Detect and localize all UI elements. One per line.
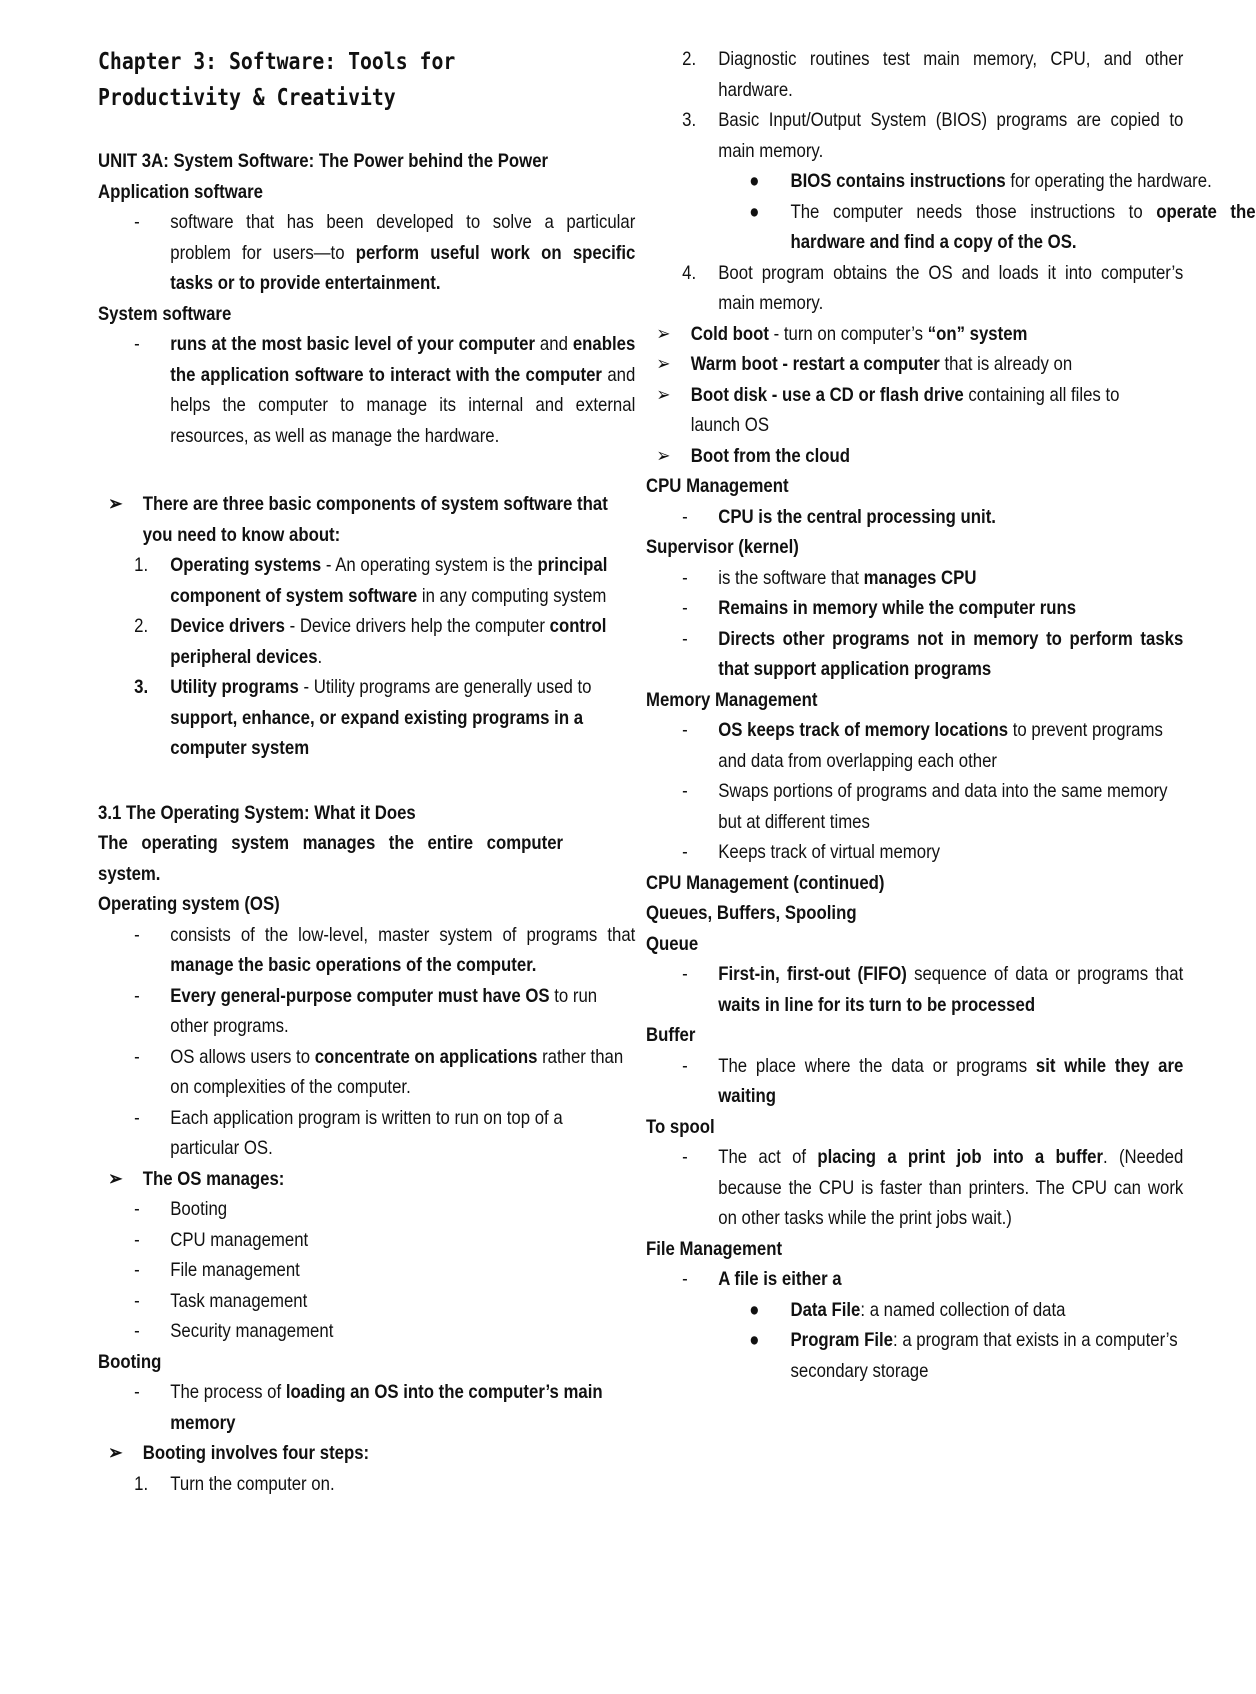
cpu-management-heading: CPU Management bbox=[646, 475, 789, 497]
boot-type-item: ➢ Warm boot - restart a computer that is already on bbox=[656, 353, 1073, 375]
file-def: - A file is either a bbox=[682, 1268, 842, 1290]
manages-item: - Booting bbox=[134, 1198, 228, 1220]
os-heading: Operating system (OS) bbox=[98, 893, 280, 915]
os-def: - Each application program is written to run on top of a particular OS. bbox=[134, 1106, 563, 1159]
unit-heading: UNIT 3A: System Software: The Power behind the Power bbox=[98, 150, 549, 172]
memory-def: - OS keeps track of memory locations to prevent programs and data from overlapping each other bbox=[682, 719, 1163, 772]
left-column bbox=[98, 44, 636, 1499]
components-intro: ➢ There are three basic components of system software that you need to know about: bbox=[98, 489, 608, 550]
os-def: - Every general-purpose computer must have OS to run other programs. bbox=[134, 984, 598, 1037]
manages-item: - File management bbox=[134, 1259, 300, 1281]
file-bullet: ● Data File: a named collection of data bbox=[646, 1295, 1256, 1326]
cpu-management-continued-heading: CPU Management (continued) bbox=[646, 871, 885, 894]
manages-item: - CPU management bbox=[134, 1228, 309, 1251]
booting-step: 4. Boot program obtains the OS and loads it into computer’s main memory. bbox=[682, 261, 1184, 314]
booting-steps-heading: ➢ Booting involves four steps: bbox=[108, 1442, 370, 1464]
booting-def: - The process of loading an OS into the computer’s main memory bbox=[134, 1381, 603, 1434]
file-bullet: ● Program File: a program that exists in a computer’s secondary storage bbox=[646, 1325, 1256, 1386]
application-software-heading: Application software bbox=[98, 180, 263, 203]
supervisor-def: - is the software that manages CPU bbox=[682, 566, 977, 589]
application-software-def: - software that has been developed to solve a particular problem for users—to perform useful work on specific tasks or to provide entertainment. bbox=[98, 207, 635, 299]
boot-type-item: ➢ Boot disk - use a CD or flash drive containing all files to launch OS bbox=[656, 383, 1120, 436]
buffer-def: - The place where the data or programs sit while they are waiting bbox=[682, 1054, 1184, 1107]
os-manages-heading: ➢ The OS manages: bbox=[108, 1167, 285, 1190]
os-def: - OS allows users to concentrate on applications rather than on complexities of the computer. bbox=[134, 1045, 624, 1098]
queue-def: - First-in, first-out (FIFO) sequence of data or programs that waits in line for its turn to be processed bbox=[682, 963, 1184, 1016]
booting-step: 1. Turn the computer on. bbox=[134, 1472, 335, 1495]
booting-step: 2. Diagnostic routines test main memory, CPU, and other hardware. bbox=[682, 48, 1184, 101]
bullet-marker: ● bbox=[749, 1329, 760, 1351]
memory-def: - Keeps track of virtual memory bbox=[682, 841, 941, 863]
arrow-marker: ➢ bbox=[108, 493, 123, 515]
booting-step: 3. Basic Input/Output System (BIOS) programs are copied to main memory. bbox=[682, 109, 1184, 162]
queue-heading: Queue bbox=[646, 932, 699, 955]
cpu-def: - CPU is the central processing unit. bbox=[682, 505, 996, 528]
dash-marker: - bbox=[134, 211, 140, 233]
system-software-heading: System software bbox=[98, 302, 232, 325]
os-def: - consists of the low-level, master system of programs that manage the basic operations of the computer. bbox=[134, 923, 636, 976]
chapter-title: Chapter 3: Software: Tools for Productivity & Creativity bbox=[98, 49, 456, 111]
component-item: 3. Utility programs - Utility programs are generally used to support, enhance, or expand existing programs in a computer system bbox=[134, 676, 592, 759]
system-software-def: - runs at the most basic level of your computer and enables the application software to interact with the computer and helps the computer to manage its internal and external resources, as well as manage the hardware. bbox=[98, 329, 635, 451]
supervisor-def: - Remains in memory while the computer runs bbox=[682, 597, 1077, 619]
boot-type-item: ➢ Cold boot - turn on computer’s “on” system bbox=[656, 322, 1028, 345]
manages-item: - Task management bbox=[134, 1289, 308, 1312]
bullet-marker: ● bbox=[749, 170, 760, 192]
bullet-marker: ● bbox=[749, 1298, 760, 1321]
supervisor-heading: Supervisor (kernel) bbox=[646, 536, 799, 558]
manages-item: - Security management bbox=[134, 1320, 334, 1342]
supervisor-def: - Directs other programs not in memory to perform tasks that support application programs bbox=[682, 627, 1184, 680]
memory-management-heading: Memory Management bbox=[646, 688, 818, 711]
os-section-heading: 3.1 The Operating System: What it Does bbox=[98, 801, 416, 824]
right-column bbox=[646, 44, 1256, 1386]
bios-bullet: ● BIOS contains instructions for operating the hardware. bbox=[646, 166, 1256, 197]
dash-marker: - bbox=[134, 333, 140, 355]
bios-bullet: ● The computer needs those instructions to operate the hardware and find a copy of the OS. bbox=[646, 197, 1256, 258]
spool-heading: To spool bbox=[646, 1115, 715, 1138]
booting-heading: Booting bbox=[98, 1350, 162, 1373]
queues-buffers-heading: Queues, Buffers, Spooling bbox=[646, 902, 857, 924]
bullet-marker: ● bbox=[749, 200, 760, 223]
boot-type-item: ➢ Boot from the cloud bbox=[656, 444, 851, 467]
spool-def: - The act of placing a print job into a buffer. (Needed because the CPU is faster than printers. The CPU can work on other tasks while the print jobs wait.) bbox=[682, 1146, 1184, 1229]
component-item: 2. Device drivers - Device drivers help the computer control peripheral devices. bbox=[134, 615, 607, 668]
memory-def: - Swaps portions of programs and data into the same memory but at different times bbox=[682, 780, 1168, 833]
os-section-lead: The operating system manages the entire computer system. bbox=[98, 832, 564, 885]
file-management-heading: File Management bbox=[646, 1237, 783, 1260]
component-item: 1. Operating systems - An operating system is the principal component of system software in any computing system bbox=[134, 554, 608, 607]
buffer-heading: Buffer bbox=[646, 1024, 696, 1046]
